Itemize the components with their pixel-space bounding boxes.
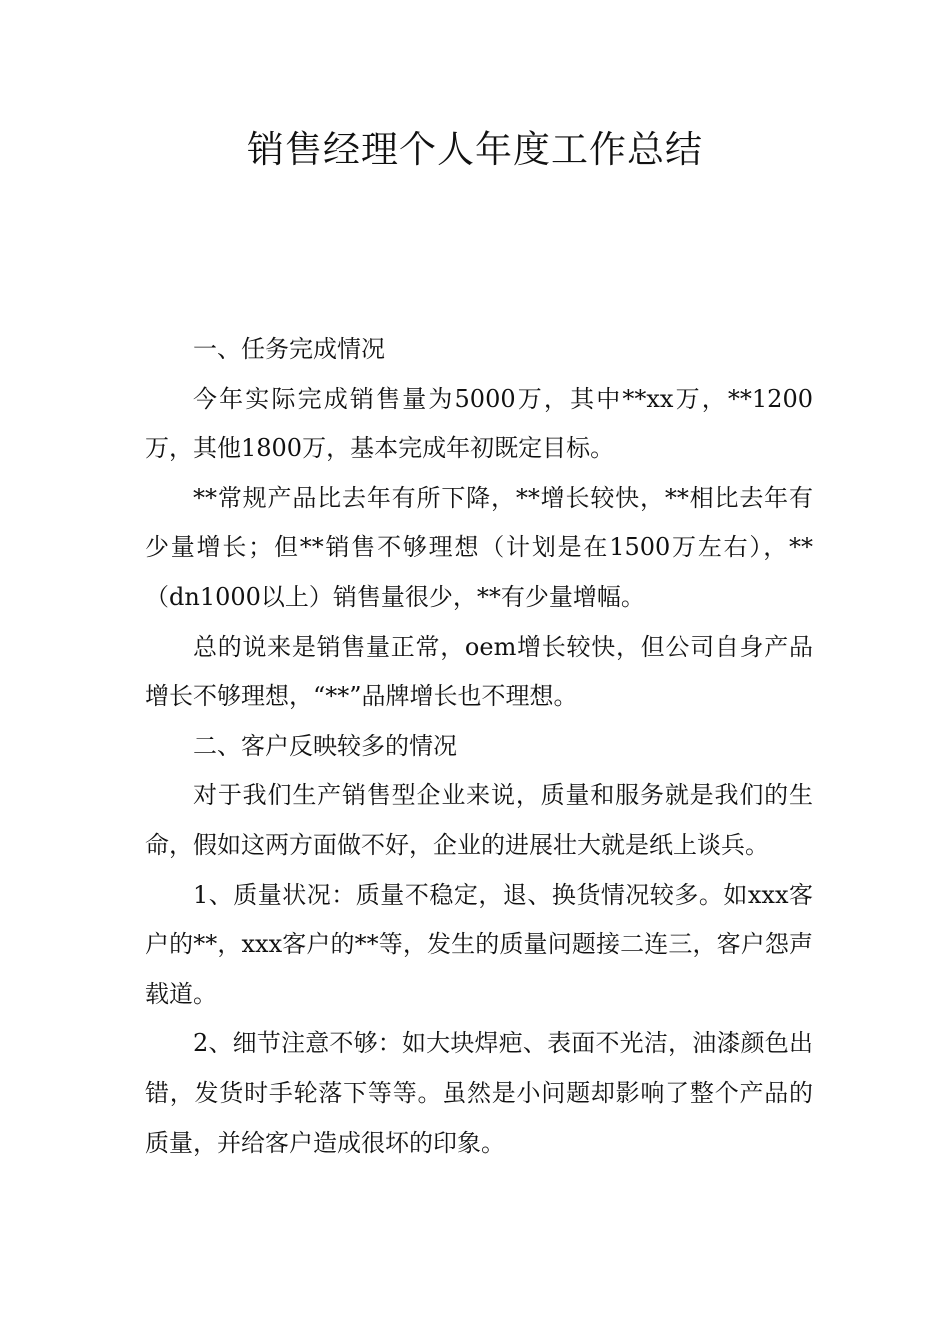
document-title: 销售经理个人年度工作总结 bbox=[247, 128, 703, 171]
paragraph-quality-status: 1、质量状况：质量不稳定，退、换货情况较多。如xxx客户的**，xxx客户的**等，发生的质量问题接二连三，客户怨声载道。 bbox=[145, 880, 813, 1008]
section-heading-customer-feedback: 二、客户反映较多的情况 bbox=[193, 731, 457, 760]
document-body bbox=[145, 325, 813, 1168]
section-heading-task-completion: 一、任务完成情况 bbox=[193, 335, 385, 363]
paragraph-product-growth: **常规产品比去年有所下降，**增长较快，**相比去年有少量增长；但**销售不够理想（计划是在1500万左右），**（dn1000以上）销售量很少，**有少量增幅。 bbox=[145, 483, 813, 611]
paragraph-overall-summary: 总的说来是销售量正常，oem增长较快，但公司自身产品增长不够理想，“**”品牌增长也不理想。 bbox=[145, 632, 813, 711]
paragraph-sales-volume: 今年实际完成销售量为5000万，其中**xx万，**1200万，其他1800万，基本完成年初既定目标。 bbox=[145, 384, 813, 463]
paragraph-detail-attention: 2、细节注意不够：如大块焊疤、表面不光洁，油漆颜色出错，发货时手轮落下等等。虽然是小问题却影响了整个产品的质量，并给客户造成很坏的印象。 bbox=[145, 1029, 813, 1157]
paragraph-quality-service: 对于我们生产销售型企业来说，质量和服务就是我们的生命，假如这两方面做不好，企业的进展壮大就是纸上谈兵。 bbox=[145, 781, 813, 859]
